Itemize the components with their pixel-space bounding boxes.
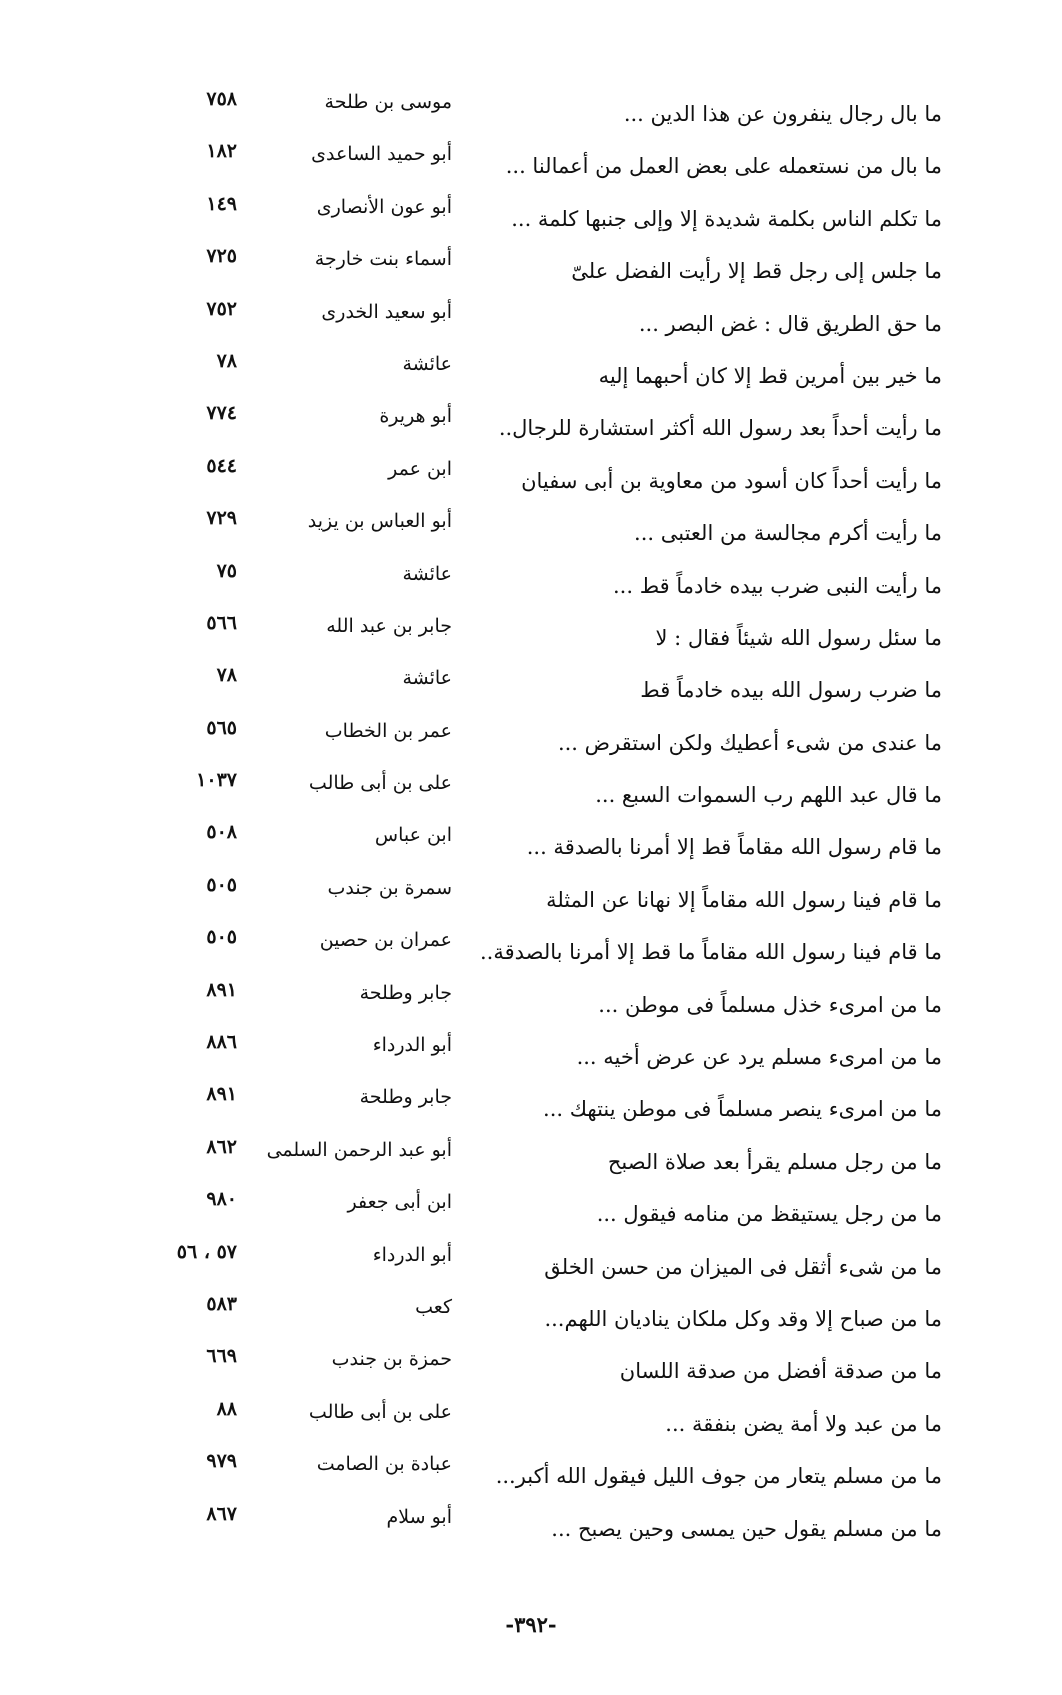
entry-narrator: سمرة بن جندب — [327, 876, 452, 899]
index-entry — [0, 1136, 1062, 1188]
entry-page-ref: ٧٧٤ — [206, 402, 237, 425]
entry-narrator: حمزة بن جندب — [331, 1348, 452, 1371]
entry-phrase: ما بال رجال ينفرون عن هذا الدين ... — [623, 102, 942, 126]
entry-narrator: عبادة بن الصامت — [316, 1453, 452, 1476]
index-entry — [0, 1293, 1062, 1345]
entry-page-ref: ٥٦٦ — [206, 611, 237, 634]
entry-page-ref: ٧٨ — [216, 664, 237, 687]
index-entry — [0, 612, 1062, 664]
entry-narrator: كعب — [415, 1295, 452, 1318]
entry-phrase: ما قام رسول الله مقاماً قط إلا أمرنا بالصدقة ... — [526, 835, 942, 860]
index-entry — [0, 769, 1062, 821]
entry-page-ref: ٨٩١ — [206, 978, 237, 1001]
entry-phrase: ما قام فينا رسول الله مقاماً ما قط إلا أمرنا بالصدقة.. — [479, 940, 942, 965]
entry-narrator: جابر بن عبد الله — [326, 614, 452, 637]
index-entry — [0, 926, 1062, 978]
index-entry — [0, 1398, 1062, 1450]
entry-narrator: ابن أبى جعفر — [347, 1191, 452, 1214]
entry-page-ref: ٥٠٥ — [206, 873, 237, 896]
entry-phrase: ما رأيت أكرم مجالسة من العتبى ... — [634, 521, 942, 546]
entry-phrase: ما من مسلم يقول حين يمسى وحين يصبح ... — [551, 1516, 942, 1541]
entry-page-ref: ٧٢٩ — [206, 507, 237, 530]
entry-phrase: ما قال عبد اللهم رب السموات السبع ... — [595, 783, 942, 808]
entry-phrase: ما رأيت النبى ضرب بيده خادماً قط ... — [613, 573, 942, 598]
index-entries — [0, 88, 1062, 1555]
entry-page-ref: ٧٢٥ — [206, 245, 237, 268]
entry-narrator: عائشة — [402, 562, 452, 585]
index-entry — [0, 874, 1062, 926]
entry-narrator: أبو حميد الساعدى — [311, 143, 452, 166]
entry-page-ref: ٧٥٢ — [206, 297, 237, 320]
entry-phrase: ما سئل رسول الله شيئاً فقال : لا — [655, 625, 942, 650]
entry-page-ref: ٩٨٠ — [206, 1188, 237, 1211]
entry-narrator: عائشة — [402, 667, 452, 690]
page-number: -٣٩٢- — [505, 1612, 557, 1637]
index-entry — [0, 664, 1062, 716]
entry-narrator: أبو الدرداء — [372, 1034, 452, 1057]
index-entry — [0, 1450, 1062, 1502]
entry-page-ref: ٥٨٣ — [206, 1292, 237, 1315]
entry-phrase: ما جلس إلى رجل قط إلا رأيت الفضل علىّ — [571, 259, 942, 284]
entry-page-ref: ٩٧٩ — [206, 1450, 237, 1473]
entry-page-ref: ٦٦٩ — [206, 1345, 237, 1368]
entry-page-ref: ٥٦٥ — [206, 716, 237, 739]
entry-narrator: أبو سلام — [386, 1505, 452, 1528]
index-entry — [0, 1188, 1062, 1240]
entry-narrator: أبو عبد الرحمن السلمى — [266, 1138, 452, 1161]
index-entry — [0, 1503, 1062, 1555]
entry-phrase: ما من امرىء ينصر مسلماً فى موطن ينتهك ... — [543, 1097, 942, 1122]
entry-narrator: على بن أبى طالب — [308, 1400, 452, 1423]
index-entry — [0, 298, 1062, 350]
entry-narrator: عائشة — [402, 352, 452, 375]
entry-narrator: على بن أبى طالب — [308, 772, 452, 795]
index-entry — [0, 560, 1062, 612]
entry-narrator: أبو هريرة — [379, 405, 452, 428]
entry-page-ref: ٧٥٨ — [206, 88, 237, 110]
entry-narrator: ابن عباس — [374, 824, 452, 847]
entry-narrator: أبو العباس بن يزيد — [307, 510, 452, 533]
entry-page-ref: ٥٤٤ — [206, 454, 237, 477]
entry-narrator: جابر وطلحة — [359, 981, 452, 1004]
entry-page-ref: ١٨٢ — [206, 140, 237, 163]
index-entry — [0, 350, 1062, 402]
index-entry — [0, 507, 1062, 559]
entry-phrase: ما من امرىء مسلم يرد عن عرض أخيه ... — [576, 1045, 942, 1070]
entry-page-ref: ٨٩١ — [206, 1083, 237, 1106]
index-entry — [0, 455, 1062, 507]
entry-page-ref: ٧٥ — [216, 559, 237, 582]
index-entry — [0, 821, 1062, 873]
index-entry — [0, 717, 1062, 769]
entry-phrase: ما من رجل مسلم يقرأ بعد صلاة الصبح — [607, 1149, 942, 1174]
entry-page-ref: ٥٠٥ — [206, 926, 237, 949]
entry-phrase: ما عندى من شىء أعطيك ولكن استقرض ... — [557, 730, 942, 755]
index-entry — [0, 1031, 1062, 1083]
entry-narrator: ابن عمر — [388, 457, 452, 480]
entry-phrase: ما من صدقة أفضل من صدقة اللسان — [619, 1359, 942, 1384]
entry-narrator: أبو الدرداء — [372, 1243, 452, 1266]
entry-phrase: ما من رجل يستيقظ من منامه فيقول ... — [596, 1202, 942, 1227]
entry-page-ref: ١٠٣٧ — [196, 769, 237, 792]
index-entry — [0, 140, 1062, 192]
entry-phrase: ما من مسلم يتعار من جوف الليل فيقول الله أكبر... — [495, 1464, 942, 1489]
entry-phrase: ما حق الطريق قال : غض البصر ... — [638, 311, 942, 336]
entry-page-ref: ٨٨ — [216, 1397, 237, 1420]
entry-page-ref: ٨٦٢ — [206, 1135, 237, 1158]
index-entry — [0, 88, 1062, 140]
index-entry — [0, 979, 1062, 1031]
entry-page-ref: ٥٠٨ — [206, 821, 237, 844]
entry-narrator: أبو عون الأنصارى — [316, 195, 452, 218]
index-entry — [0, 402, 1062, 454]
entry-phrase: ما من امرىء خذل مسلماً فى موطن ... — [598, 992, 942, 1017]
entry-narrator: جابر وطلحة — [359, 1086, 452, 1109]
entry-phrase: ما رأيت أحداً بعد رسول الله أكثر استشارة للرجال.. — [498, 416, 942, 441]
entry-phrase: ما رأيت أحداً كان أسود من معاوية بن أبى سفيان — [521, 468, 942, 493]
index-entry — [0, 1241, 1062, 1293]
index-entry — [0, 1083, 1062, 1135]
entry-page-ref: ٨٦٧ — [206, 1502, 237, 1525]
entry-phrase: ما من صباح إلا وقد وكل ملكان يناديان اللهم... — [544, 1306, 942, 1331]
index-entry — [0, 1345, 1062, 1397]
entry-phrase: ما من عبد ولا أمة يضن بنفقة ... — [665, 1411, 942, 1436]
entry-narrator: أبو سعيد الخدرى — [321, 300, 452, 323]
entry-narrator: عمر بن الخطاب — [324, 719, 452, 742]
entry-phrase: ما بال من نستعمله على بعض العمل من أعمالنا ... — [505, 154, 942, 179]
entry-phrase: ما ضرب رسول الله بيده خادماً قط — [640, 678, 942, 703]
entry-phrase: ما من شىء أثقل فى الميزان من حسن الخلق — [544, 1254, 942, 1279]
entry-page-ref: ٥٧ ، ٥٦ — [176, 1240, 237, 1263]
entry-page-ref: ٨٨٦ — [206, 1031, 237, 1054]
entry-narrator: عمران بن حصين — [319, 929, 452, 952]
entry-narrator: أسماء بنت خارجة — [314, 248, 452, 271]
entry-phrase: ما تكلم الناس بكلمة شديدة إلا وإلى جنبها كلمة ... — [511, 206, 942, 231]
entry-phrase: ما خير بين أمرين قط إلا كان أحبهما إليه — [598, 363, 942, 388]
entry-narrator: موسى بن طلحة — [324, 91, 452, 113]
index-entry — [0, 245, 1062, 297]
index-entry — [0, 193, 1062, 245]
entry-phrase: ما قام فينا رسول الله مقاماً إلا نهانا عن المثلة — [546, 887, 942, 912]
entry-page-ref: ٧٨ — [216, 349, 237, 372]
entry-page-ref: ١٤٩ — [206, 192, 237, 215]
